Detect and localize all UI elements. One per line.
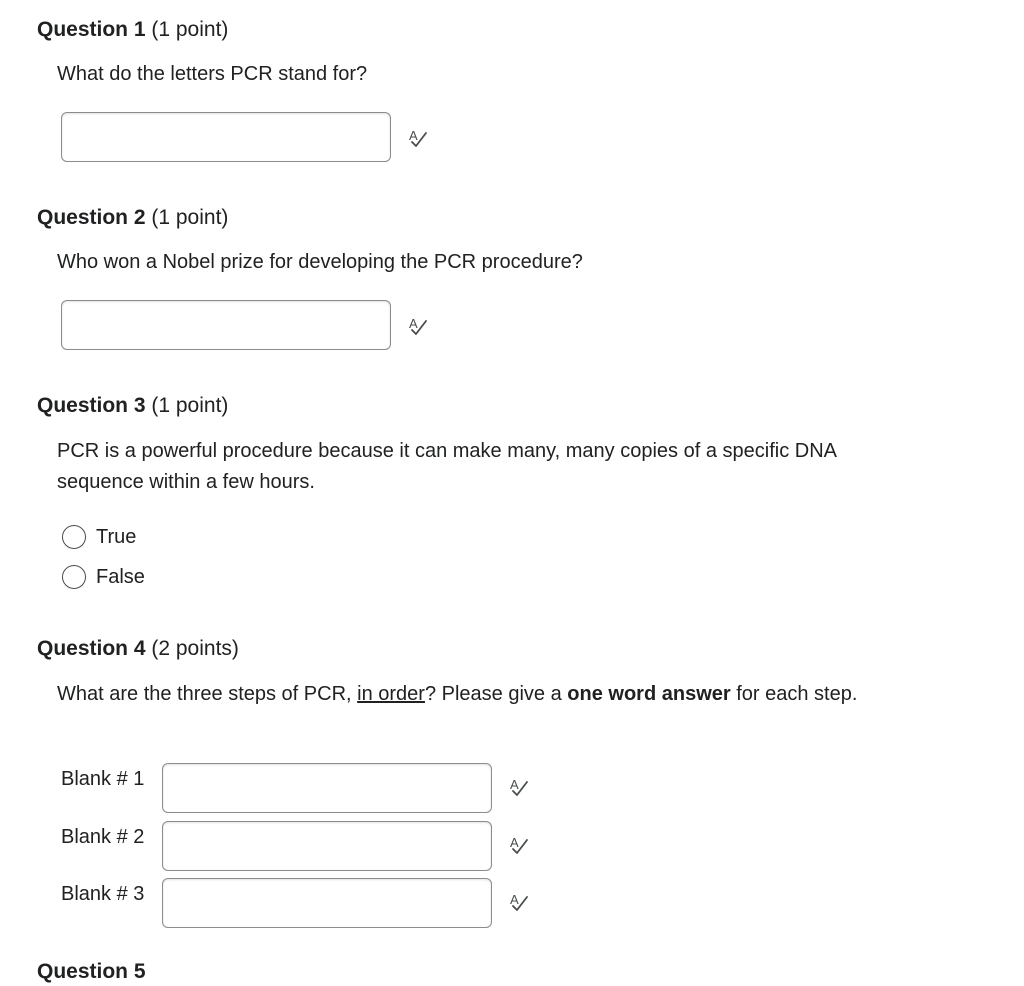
blank-2-label: Blank # 2 xyxy=(61,826,145,848)
spell-check-icon[interactable] xyxy=(508,834,530,856)
spell-check-icon[interactable] xyxy=(508,776,530,798)
question-1-answer-input[interactable] xyxy=(61,112,391,162)
question-4-prompt-before: What are the three steps of PCR, xyxy=(57,683,358,705)
blank-1-input[interactable] xyxy=(162,763,492,813)
question-1-prompt: What do the letters PCR stand for? xyxy=(57,63,368,85)
question-2-title: Question 2 xyxy=(37,206,146,229)
question-5-title-partial: Question 5 xyxy=(37,960,146,983)
question-2-heading xyxy=(37,204,228,232)
radio-option-true[interactable] xyxy=(62,522,136,552)
question-2-prompt: Who won a Nobel prize for developing the PCR procedure? xyxy=(57,251,583,273)
question-4-prompt-middle: ? Please give a xyxy=(424,683,568,705)
svg-text:A: A xyxy=(510,835,519,850)
blank-3-input[interactable] xyxy=(162,878,492,928)
question-4-heading xyxy=(37,635,239,663)
question-4-prompt-bold: one word answer xyxy=(567,683,731,705)
svg-text:A: A xyxy=(409,128,418,143)
radio-option-false[interactable] xyxy=(62,562,145,592)
question-4-prompt-underlined: in order xyxy=(357,683,425,705)
spell-check-icon[interactable] xyxy=(407,127,429,149)
radio-button-true[interactable] xyxy=(62,525,86,549)
question-3-prompt: PCR is a powerful procedure because it can make many, many copies of a specific DNA sequence within a few hours. xyxy=(57,440,836,493)
question-3-heading xyxy=(37,392,228,420)
blank-1-label: Blank # 1 xyxy=(61,768,145,790)
question-4-prompt-after: for each step. xyxy=(730,683,858,705)
spell-check-icon[interactable] xyxy=(508,891,530,913)
question-1-points: (1 point) xyxy=(151,18,229,41)
svg-text:A: A xyxy=(409,316,418,331)
question-1-heading xyxy=(37,16,228,44)
question-4-points: (2 points) xyxy=(151,637,239,660)
question-2-answer-input[interactable] xyxy=(61,300,391,350)
radio-button-false[interactable] xyxy=(62,565,86,589)
question-1-title: Question 1 xyxy=(37,18,146,41)
question-4-title: Question 4 xyxy=(37,637,146,660)
question-3-points: (1 point) xyxy=(151,394,229,417)
svg-text:A: A xyxy=(510,892,519,907)
svg-text:A: A xyxy=(510,777,519,792)
blank-3-label: Blank # 3 xyxy=(61,883,145,905)
question-4-prompt xyxy=(57,679,897,710)
spell-check-icon[interactable] xyxy=(407,315,429,337)
question-2-points: (1 point) xyxy=(151,206,229,229)
radio-label-true: True xyxy=(96,526,137,548)
blank-2-input[interactable] xyxy=(162,821,492,871)
radio-label-false: False xyxy=(96,566,145,588)
question-3-title: Question 3 xyxy=(37,394,146,417)
